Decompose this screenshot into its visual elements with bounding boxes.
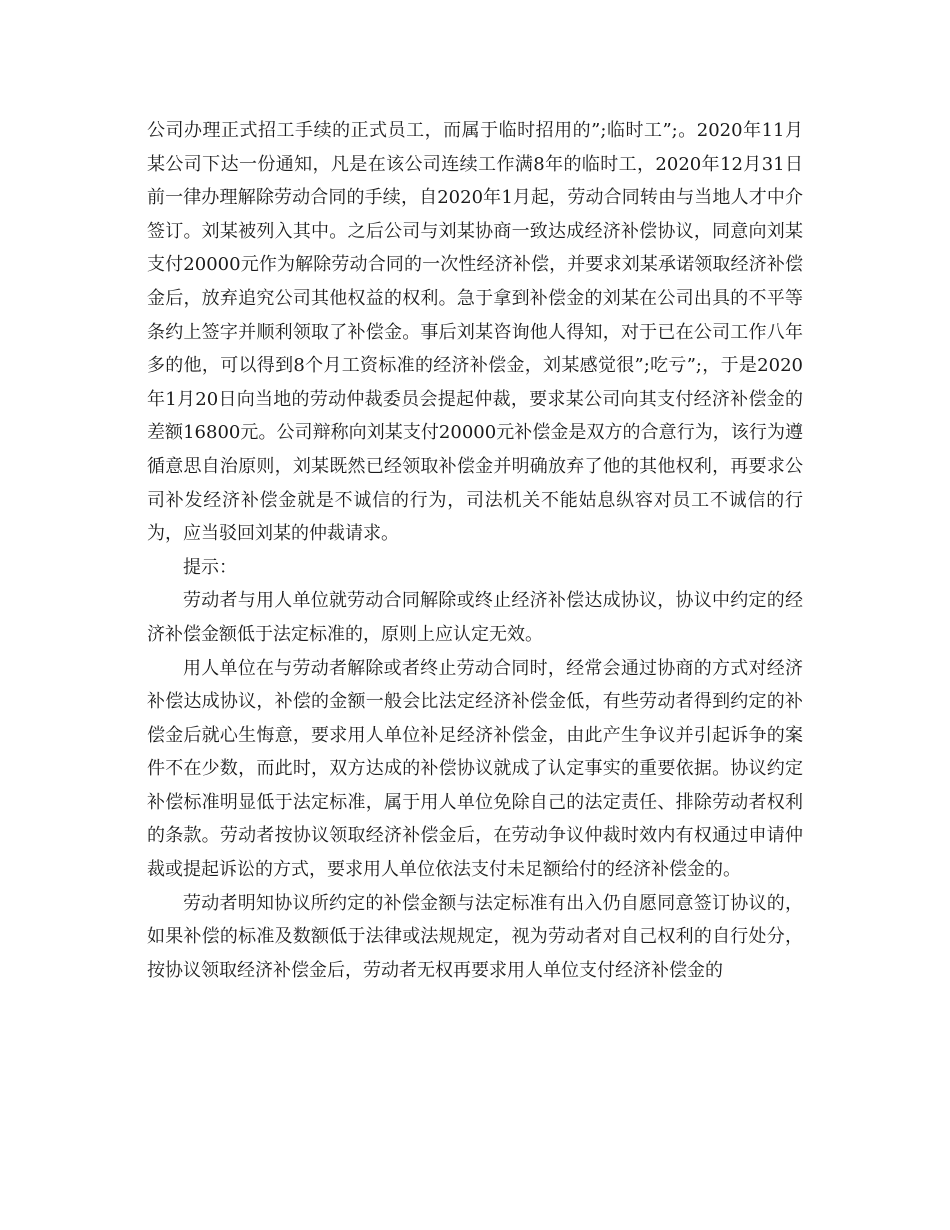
- paragraph-exception: 劳动者明知协议所约定的补偿金额与法定标准有出入仍自愿同意签订协议的，如果补偿的标准及数额低于法律或法规规定，视为劳动者对自己权利的自行处分，按协议领取经济补偿金后，劳动者无权再要求用人单位支付经济补偿金的: [147, 892, 803, 981]
- paragraph-hint-summary: 劳动者与用人单位就劳动合同解除或终止经济补偿达成协议，协议中约定的经济补偿金额低于法定标准的，原则上应认定无效。: [147, 590, 803, 645]
- paragraph-hint-heading: 提示：: [183, 556, 237, 578]
- paragraph-analysis: 用人单位在与劳动者解除或者终止劳动合同时，经常会通过协商的方式对经济补偿达成协议，补偿的金额一般会比法定经济补偿金低，有些劳动者得到约定的补偿金后就心生悔意，要求用人单位补足经济补偿金，由此产生争议并引起诉争的案件不在少数，而此时，双方达成的补偿协议就成了认定事实的重要依据。协议约定补偿标准明显低于法定标准，属于用人单位免除自己的法定责任、排除劳动者权利的条款。劳动者按协议领取经济补偿金后，在劳动争议仲裁时效内有权通过申请仲裁或提起诉讼的方式，要求用人单位依法支付未足额给付的经济补偿金的。: [147, 657, 803, 881]
- document-page: [147, 114, 803, 987]
- paragraph-case-facts: 公司办理正式招工手续的正式员工，而属于临时招用的”;临时工”;。2020年11月某公司下达一份通知，凡是在该公司连续工作满8年的临时工，2020年12月31日前一律办理解除劳动合同的手续，自2020年1月起，劳动合同转由与当地人才中介签订。刘某被列入其中。之后公司与刘某协商一致达成经济补偿协议，同意向刘某支付20000元作为解除劳动合同的一次性经济补偿，并要求刘某承诺领取经济补偿金后，放弃追究公司其他权益的权利。急于拿到补偿金的刘某在公司出具的不平等条约上签字并顺利领取了补偿金。事后刘某咨询他人得知，对于已在公司工作八年多的他，可以得到8个月工资标准的经济补偿金，刘某感觉很”;吃亏”;，于是2020年1月20日向当地的劳动仲裁委员会提起仲裁，要求某公司向其支付经济补偿金的差额16800元。公司辩称向刘某支付20000元补偿金是双方的合意行为，该行为遵循意思自治原则，刘某既然已经领取补偿金并明确放弃了他的其他权利，再要求公司补发经济补偿金就是不诚信的行为，司法机关不能姑息纵容对员工不诚信的行为，应当驳回刘某的仲裁请求。: [147, 120, 803, 545]
